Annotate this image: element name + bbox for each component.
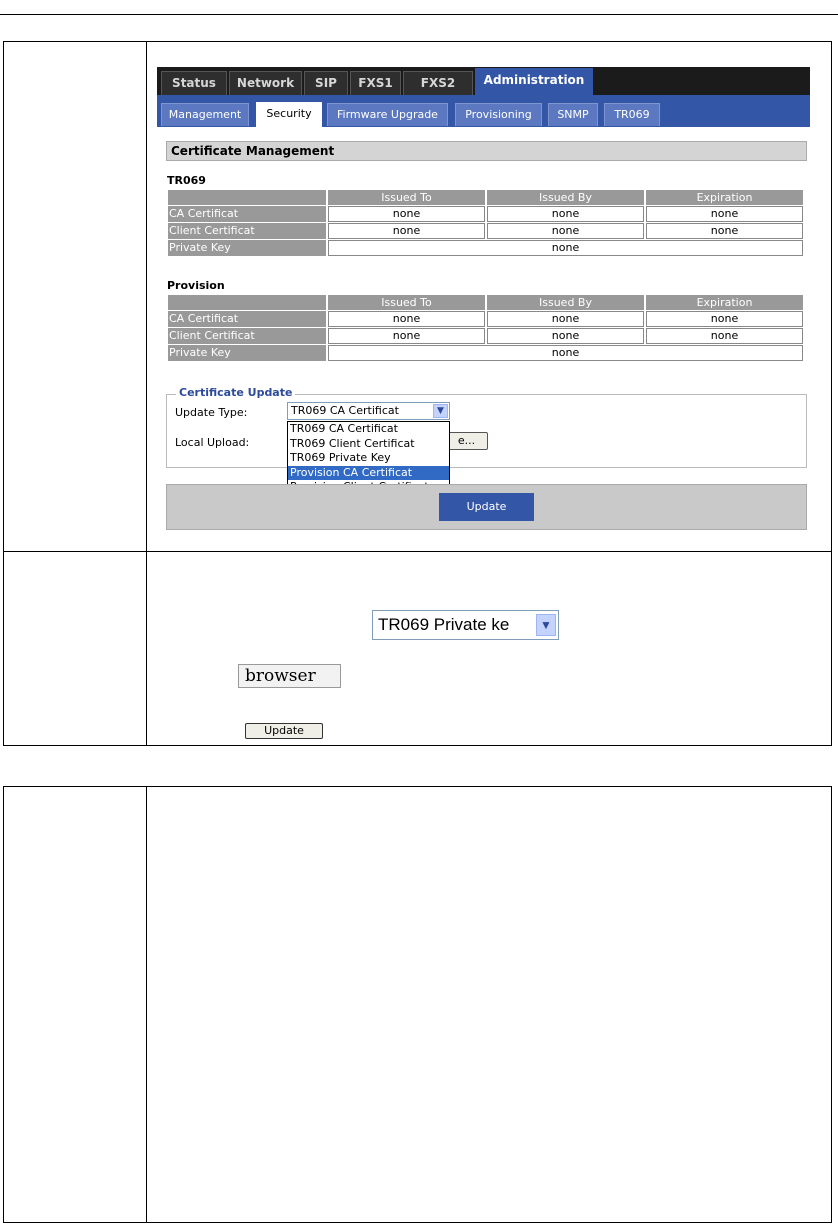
tab-fxs1[interactable]: FXS1 [350, 71, 401, 95]
sample-select-value: TR069 Private ke [378, 615, 510, 634]
cell-value: none [487, 206, 644, 222]
blank-header-cell [168, 190, 326, 205]
subtab-tr069[interactable]: TR069 [604, 103, 660, 126]
tab-fxs2[interactable]: FXS2 [403, 71, 473, 95]
browse-button[interactable]: e... [445, 432, 488, 450]
subtab-firmware-upgrade[interactable]: Firmware Upgrade [327, 103, 448, 126]
blank-header-cell [168, 295, 326, 310]
sample-update-type-select[interactable] [372, 610, 559, 640]
table-row [168, 328, 803, 344]
provision-cert-table [166, 294, 805, 362]
row-label: CA Certificat [168, 311, 326, 327]
col-issued-by: Issued By [487, 295, 644, 310]
cell-value: none [487, 328, 644, 344]
cell-value: none [487, 311, 644, 327]
section-title: Certificate Management [166, 141, 807, 161]
doc-table-1-divider [146, 41, 147, 746]
provision-group-title: Provision [167, 279, 225, 292]
subtab-provisioning[interactable]: Provisioning [455, 103, 542, 126]
tab-status[interactable]: Status [161, 71, 227, 95]
cell-value: none [646, 311, 803, 327]
update-button[interactable]: Update [439, 493, 534, 521]
cell-value: none [328, 240, 803, 256]
tr069-group-title: TR069 [167, 174, 206, 187]
tab-administration[interactable]: Administration [475, 68, 593, 95]
subtab-snmp[interactable]: SNMP [548, 103, 598, 126]
chevron-down-icon[interactable]: ▼ [433, 404, 448, 418]
table-row [168, 311, 803, 327]
doc-table-2-divider [146, 786, 147, 1223]
doc-table-1-row-rule [3, 551, 832, 552]
option-tr069-ca-certificat[interactable]: TR069 CA Certificat [290, 422, 398, 435]
col-issued-to: Issued To [328, 295, 485, 310]
subtab-security[interactable]: Security [256, 102, 322, 127]
row-label: Private Key [168, 240, 326, 256]
cell-value: none [646, 206, 803, 222]
cell-value: none [328, 223, 485, 239]
col-issued-by: Issued By [487, 190, 644, 205]
table-header-row [168, 295, 803, 310]
cell-value: none [328, 206, 485, 222]
certificate-update-legend: Certificate Update [176, 386, 295, 399]
option-tr069-private-key[interactable]: TR069 Private Key [290, 451, 391, 464]
table-row [168, 223, 803, 239]
cell-value: none [328, 328, 485, 344]
sub-nav-bar [157, 95, 810, 127]
local-upload-label: Local Upload: [175, 436, 250, 449]
tab-network[interactable]: Network [229, 71, 302, 95]
doc-table-2 [3, 786, 832, 1223]
option-provision-ca-certificat[interactable]: Provision CA Certificat [288, 466, 449, 481]
col-expiration: Expiration [646, 295, 803, 310]
table-row [168, 345, 803, 361]
tr069-cert-table [166, 189, 805, 257]
row-label: Private Key [168, 345, 326, 361]
cell-value: none [328, 311, 485, 327]
row-label: CA Certificat [168, 206, 326, 222]
table-row [168, 240, 803, 256]
chevron-down-icon[interactable]: ▼ [536, 614, 556, 636]
update-type-selected-value: TR069 CA Certificat [291, 404, 399, 417]
update-type-select[interactable] [287, 402, 450, 420]
cell-value: none [328, 345, 803, 361]
certificate-update-fieldset [166, 394, 807, 468]
update-type-label: Update Type: [175, 406, 248, 419]
cell-value: none [646, 223, 803, 239]
cell-value: none [487, 223, 644, 239]
table-row [168, 206, 803, 222]
col-issued-to: Issued To [328, 190, 485, 205]
sample-update-button[interactable]: Update [245, 723, 323, 739]
option-tr069-client-certificat[interactable]: TR069 Client Certificat [290, 436, 415, 450]
top-nav-bar [157, 67, 810, 95]
table-header-row [168, 190, 803, 205]
sample-browser-button[interactable]: browser [238, 664, 341, 688]
subtab-management[interactable]: Management [161, 103, 249, 126]
page-top-rule [0, 14, 838, 15]
col-expiration: Expiration [646, 190, 803, 205]
row-label: Client Certificat [168, 328, 326, 344]
tab-sip[interactable]: SIP [304, 71, 348, 95]
cell-value: none [646, 328, 803, 344]
row-label: Client Certificat [168, 223, 326, 239]
